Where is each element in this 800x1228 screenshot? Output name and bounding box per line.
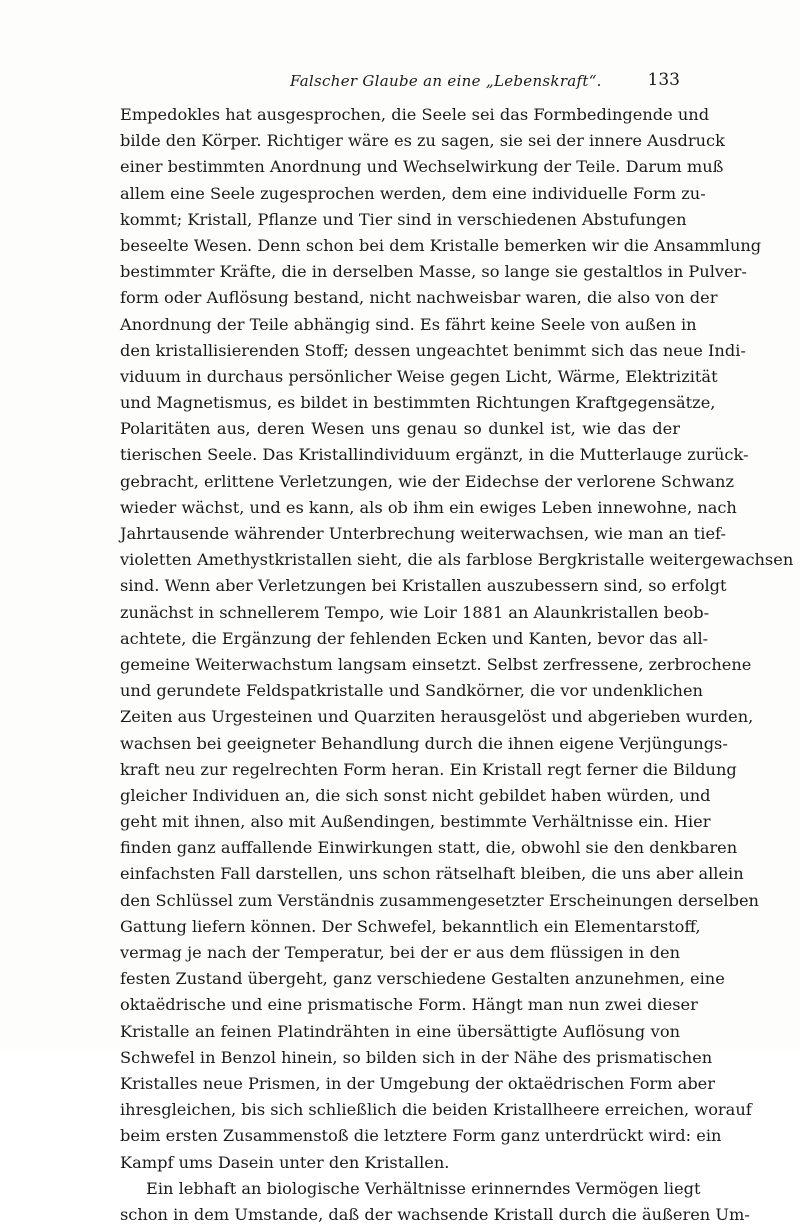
page-header	[120, 68, 680, 98]
text-line: sind. Wenn aber Verletzungen bei Kristallen auszubessern sind, so erfolgt	[120, 576, 727, 596]
running-title: Falscher Glaube an eine „Lebenskraft“.	[290, 72, 602, 90]
text-line: Gattung liefern können. Der Schwefel, bekanntlich ein Elementarstoff,	[120, 916, 701, 936]
text-line: Polaritäten aus, deren Wesen uns genau so dunkel ist, wie das der	[120, 419, 680, 439]
text-line: achtete, die Ergänzung der fehlenden Ecken und Kanten, bevor das all-	[120, 628, 709, 648]
text-line: gebracht, erlittene Verletzungen, wie der Eidechse der verlorene Schwanz	[120, 471, 734, 491]
text-line: Ein lebhaft an biologische Verhältnisse erinnerndes Vermögen liegt	[146, 1178, 701, 1198]
text-line: ihresgleichen, bis sich schließlich die beiden Kristallheere erreichen, worauf	[120, 1100, 752, 1120]
text-line: Jahrtausende währender Unterbrechung weiterwachsen, wie man an tief-	[120, 524, 726, 543]
text-line: allem eine Seele zugesprochen werden, dem eine individuelle Form zu-	[120, 183, 706, 203]
text-line: den kristallisierenden Stoff; dessen ungeachtet benimmt sich das neue Indi-	[120, 340, 746, 360]
text-line: gemeine Weiterwachstum langsam einsetzt. Selbst zerfressene, zerbrochene	[120, 654, 752, 674]
text-line: und Magnetismus, es bildet in bestimmten Richtungen Kraftgegensätze,	[120, 393, 716, 413]
text-line: und gerundete Feldspatkristalle und Sandkörner, die vor undenklichen	[120, 681, 703, 701]
text-line: kraft neu zur regelrechten Form heran. Ein Kristall regt ferner die Bildung	[120, 759, 737, 779]
text-line: festen Zustand übergeht, ganz verschiedene Gestalten anzunehmen, eine	[120, 969, 725, 989]
text-line: geht mit ihnen, also mit Außendingen, bestimmte Verhältnisse ein. Hier	[120, 812, 711, 832]
text-line: viduum in durchaus persönlicher Weise gegen Licht, Wärme, Elektrizität	[120, 366, 718, 386]
text-line: wieder wächst, und es kann, als ob ihm ein ewiges Leben innewohne, nach	[120, 497, 737, 517]
text-line: den Schlüssel zum Verständnis zusammengesetzter Erscheinungen derselben	[120, 890, 759, 910]
text-line: Schwefel in Benzol hinein, so bilden sich in der Nähe des prismatischen	[120, 1047, 713, 1067]
text-line: finden ganz auffallende Einwirkungen statt, die, obwohl sie den denkbaren	[120, 838, 738, 858]
text-line: Kampf ums Dasein unter den Kristallen.	[120, 1152, 450, 1172]
text-line: einer bestimmten Anordnung und Wechselwirkung der Teile. Darum muß	[120, 157, 724, 177]
text-line: form oder Auflösung bestand, nicht nachweisbar waren, die also von der	[120, 288, 718, 308]
text-line: einfachsten Fall darstellen, uns schon rätselhaft bleiben, die uns aber allein	[120, 864, 744, 884]
text-line: beseelte Wesen. Denn schon bei dem Kristalle bemerken wir die Ansammlung	[120, 235, 762, 255]
text-line: kommt; Kristall, Pflanze und Tier sind in verschiedenen Abstufungen	[120, 209, 687, 229]
text-line: Empedokles hat ausgesprochen, die Seele sei das Formbedingende und	[120, 105, 710, 124]
text-line: zunächst in schnellerem Tempo, wie Loir 1881 an Alaunkristallen beob-	[120, 602, 710, 622]
text-line: bilde den Körper. Richtiger wäre es zu sagen, sie sei der innere Ausdruck	[120, 131, 725, 151]
text-line: wachsen bei geeigneter Behandlung durch die ihnen eigene Verjüngungs-	[120, 733, 728, 753]
text-line: Anordnung der Teile abhängig sind. Es fährt keine Seele von außen in	[120, 314, 697, 334]
text-line: oktaëdrische und eine prismatische Form. Hängt man nun zwei dieser	[120, 995, 698, 1015]
page-number: 133	[647, 70, 680, 90]
text-line: gleicher Individuen an, die sich sonst nicht gebildet haben würden, und	[120, 785, 711, 805]
text-line: Kristalles neue Prismen, in der Umgebung der oktaëdrischen Form aber	[120, 1073, 716, 1093]
text-line: Kristalle an feinen Platindrähten in eine übersättigte Auflösung von	[120, 1021, 680, 1041]
body-text	[120, 102, 794, 1228]
text-line: bestimmter Kräfte, die in derselben Masse, so lange sie gestaltlos in Pulver-	[120, 262, 747, 282]
text-line: vermag je nach der Temperatur, bei der er aus dem flüssigen in den	[120, 943, 680, 962]
text-line: beim ersten Zusammenstoß die letztere Form ganz unterdrückt wird: ein	[120, 1126, 722, 1146]
text-line: schon in dem Umstande, daß der wachsende Kristall durch die äußeren Um-	[120, 1204, 750, 1224]
text-line: tierischen Seele. Das Kristallindividuum ergänzt, in die Mutterlauge zurück-	[120, 445, 749, 465]
text-line: violetten Amethystkristallen sieht, die als farblose Bergkristalle weitergewachsen	[120, 550, 794, 570]
text-line: Zeiten aus Urgesteinen und Quarziten herausgelöst und abgerieben wurden,	[120, 707, 754, 727]
